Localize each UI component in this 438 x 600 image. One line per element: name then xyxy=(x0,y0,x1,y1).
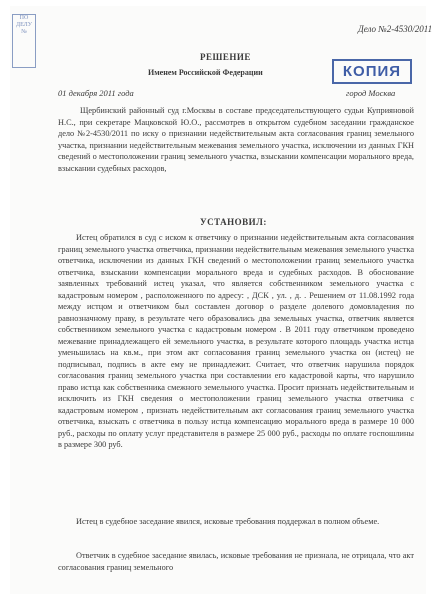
main-paragraph: Истец обратился в суд с иском к ответчику о признании недействительным акта согласования границ земельного участка ответчика, признании недействительным межевания земельного участка ответчика, исключении из данных ГКН сведений о местоположении границ земельного участка ответчика, взыскании компенсации морального вреда и судебных расходов. В обоснование заявленных требований истец указал, что является собственником земельного участка с кадастровым номером , расположенного по адресу: , ДСК , ул. , д. . Решением от 11.08.1992 года между истцом и ответчиком был составлен договор о разделе долевого домовладения по равнозначному праву, в результате чего образовались два земельных участка, ответчик является собственником земельного участка с кадастровым номером . В 2011 году ответчиком проведено межевание принадлежащего ей земельного участка, в результате которого площадь участка истца уменьшилась на кв.м., при этом акт согласования границ земельного участка он (истец) не подписывал, подпись в акте ему не принадлежит. Считает, что ответчик нарушила порядок согласования границ земельного участка при составлении его кадастровой карты, что нарушило право истца как собственника смежного земельного участка. Просит признать недействительным и исключить из ГКН сведения о местоположении границ земельного участка ответчика с кадастровым номером , признать недействительным акт согласования границ земельного участка ответчика, взыскать с ответчика в пользу истца компенсацию морального вреда в размере 10 000 руб., расходы по оплату услуг представителя в размере 25 000 руб., расходы по оплате госпошлины в размере 300 руб. xyxy=(58,233,414,449)
copy-stamp: КОПИЯ xyxy=(332,59,412,84)
decision-city: город Москва xyxy=(346,88,396,98)
decision-date: 01 декабря 2011 года xyxy=(58,88,134,98)
defendant-paragraph: Ответчик в судебное заседание явилась, исковые требования не признала, не отрицала, что акт согласования границ земельного xyxy=(58,551,414,572)
corner-stamp-line: № xyxy=(21,29,27,35)
corner-stamp xyxy=(12,14,36,68)
corner-stamp-line: ПО xyxy=(19,15,29,21)
decision-title: РЕШЕНИЕ xyxy=(200,52,251,62)
support-paragraph: Истец в судебное заседание явился, исковые требования поддержал в полном объеме. xyxy=(76,517,380,526)
decision-subtitle: Именем Российской Федерации xyxy=(148,68,263,77)
document-page xyxy=(10,6,433,594)
case-number: Дело №2-4530/2011 xyxy=(358,24,433,34)
corner-stamp-line: ДЕЛУ xyxy=(16,22,32,28)
established-heading: УСТАНОВИЛ: xyxy=(200,217,267,227)
intro-paragraph: Щербинский районный суд г.Москвы в составе председательствующего судьи Куприяновой Н.С., при секретаре Мацковской Ю.О., рассмотрев в открытом судебном заседании гражданское дело №2-4530/2011 по иску о признании недействительным акта согласования границ земельного участка, признании недействительным межевания земельного участка, исключении из данных ГКН сведений о местоположении границ земельного участка, взыскании компенсации морального вреда, взыскании судебных расходов, xyxy=(58,106,414,173)
